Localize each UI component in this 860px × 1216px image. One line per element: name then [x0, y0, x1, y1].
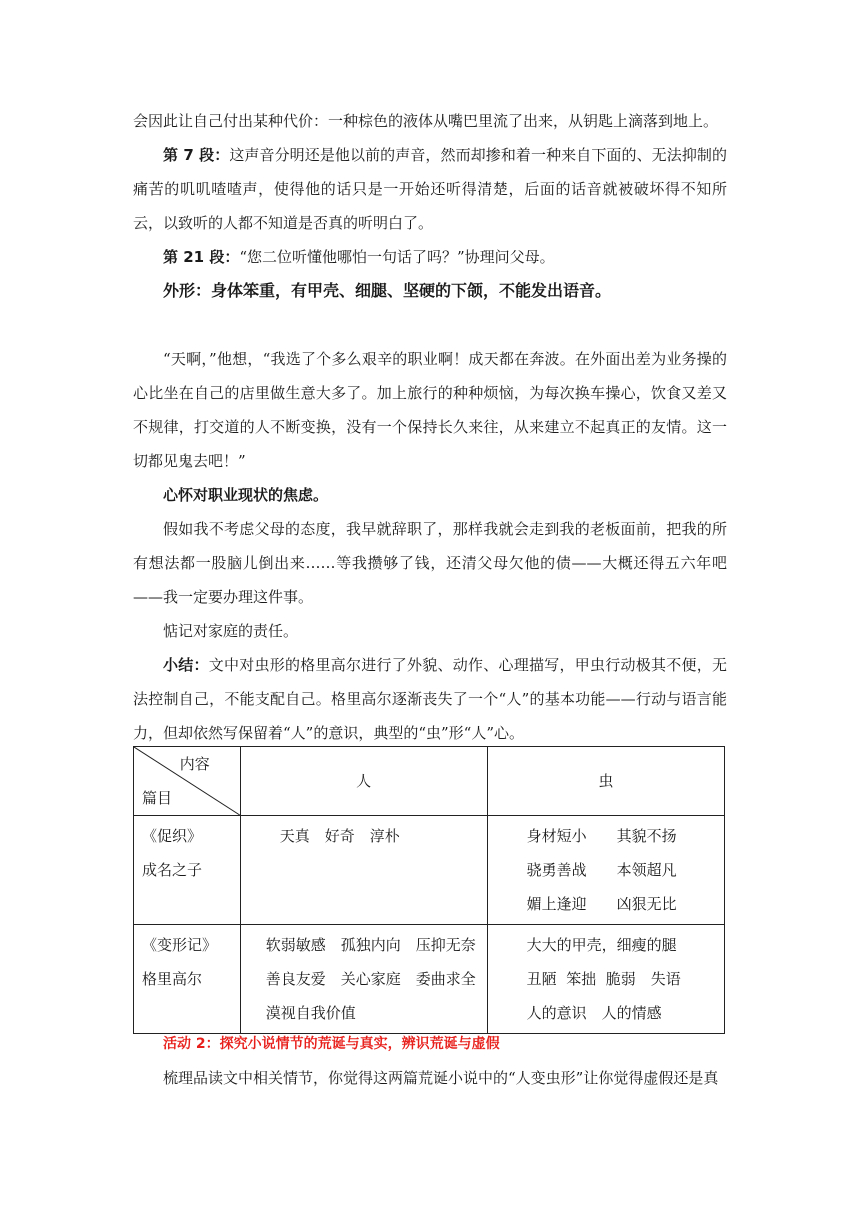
table-corner-cell: [134, 747, 241, 816]
trait-line: 人的意识 人的情感: [526, 1004, 662, 1022]
trait-line: 软弱敏感 孤独内向 压抑无奈: [265, 936, 476, 954]
row-title-cell: [134, 925, 241, 1034]
note-text: 惦记对家庭的责任。: [163, 622, 299, 640]
activity-2-paragraph: [133, 1061, 727, 1095]
paragraph-continuation: [133, 104, 727, 138]
paragraph-21: [133, 240, 727, 274]
comparison-table: [133, 746, 725, 1034]
paragraph-text: “天啊，”他想，“我选了个多么艰辛的职业啊！成天都在奔波。在外面出差为业务操的心比坐在自己的店里做生意大多了。加上旅行的种种烦恼，为每次换车操心，饮食又差又不规律，打交道的人不断变换，没有一个保持长久来往，从来建立不起真正的友情。这一切都见鬼去吧！”: [133, 350, 727, 470]
trait-line: 丑陋 笨拙 脆弱 失语: [526, 970, 681, 988]
paragraph-label: 第 7 段：: [163, 146, 230, 164]
resign-paragraph: [133, 512, 727, 614]
work-title: 《促织》: [142, 827, 203, 845]
paragraph-text: 会因此让自己付出某种代价：一种棕色的液体从嘴巴里流了出来，从钥匙上滴落到地上。: [133, 112, 719, 130]
heading-text: 活动 2：探究小说情节的荒诞与真实，辨识荒诞与虚假: [163, 1036, 500, 1052]
family-note: [133, 614, 727, 648]
column-header-insect: 虫: [487, 747, 724, 816]
table-row: [134, 925, 725, 1034]
trait-line: 骁勇善战 本领超凡: [526, 861, 677, 879]
trait-line: 善良友爱 关心家庭 委曲求全: [265, 970, 476, 988]
insect-traits-cell: [487, 925, 724, 1034]
note-text: 心怀对职业现状的焦虑。: [163, 486, 329, 504]
paragraph-label: 第 21 段：: [163, 248, 240, 266]
trait-line: 大大的甲壳，细瘦的腿: [526, 936, 677, 954]
column-header-person: 人: [240, 747, 487, 816]
person-traits-cell: [240, 925, 487, 1034]
work-title: 《变形记》: [142, 936, 218, 954]
summary-label: 小结：: [163, 656, 209, 674]
trait-line: 媚上逢迎 凶狠无比: [526, 895, 677, 913]
insect-traits-cell: [487, 816, 724, 925]
row-title-cell: [134, 816, 241, 925]
quote-paragraph: [133, 342, 727, 478]
trait-line: 天真 好奇 淳朴: [279, 827, 400, 845]
paragraph-text: 文中对虫形的格里高尔进行了外貌、动作、心理描写，甲虫行动极其不便，无法控制自己，不能支配自己。格里高尔逐渐丧失了一个“人”的基本功能——行动与语言能力，但却依然写保留着“人”的意识，典型的“虫”形“人”心。: [133, 656, 727, 742]
summary-paragraph: [133, 648, 727, 750]
trait-line: 漠视自我价值: [265, 1004, 356, 1022]
person-traits-cell: [240, 816, 487, 925]
character-name: 格里高尔: [142, 970, 203, 988]
paragraph-7: [133, 138, 727, 240]
table-header-row: [134, 747, 725, 816]
header-content-label: 内容: [179, 755, 210, 773]
anxiety-note: [133, 478, 727, 512]
table-row: [134, 816, 725, 925]
paragraph-text: 梳理品读文中相关情节，你觉得这两篇荒诞小说中的“人变虫形”让你觉得虚假还是真: [163, 1069, 719, 1087]
appearance-text: 外形：身体笨重，有甲壳、细腿、坚硬的下颌，不能发出语音。: [163, 281, 612, 300]
paragraph-text: 假如我不考虑父母的态度，我早就辞职了，那样我就会走到我的老板面前，把我的所有想法都一股脑儿倒出来……等我攒够了钱，还清父母欠他的债——大概还得五六年吧——我一定要办理这件事。: [133, 520, 727, 606]
activity-2-heading: [133, 1027, 727, 1061]
paragraph-text: “您二位听懂他哪怕一句话了吗？”协理问父母。: [239, 248, 555, 266]
character-name: 成名之子: [142, 861, 203, 879]
header-title-label: 篇目: [142, 789, 173, 807]
trait-line: 身材短小 其貌不扬: [526, 827, 677, 845]
paragraph-text: 这声音分明还是他以前的声音，然而却掺和着一种来自下面的、无法抑制的痛苦的叽叽喳喳声，使得他的话只是一开始还听得清楚，后面的话音就被破坏得不知所云，以致听的人都不知道是否真的听明白了。: [133, 146, 727, 232]
appearance-summary: [133, 274, 727, 308]
